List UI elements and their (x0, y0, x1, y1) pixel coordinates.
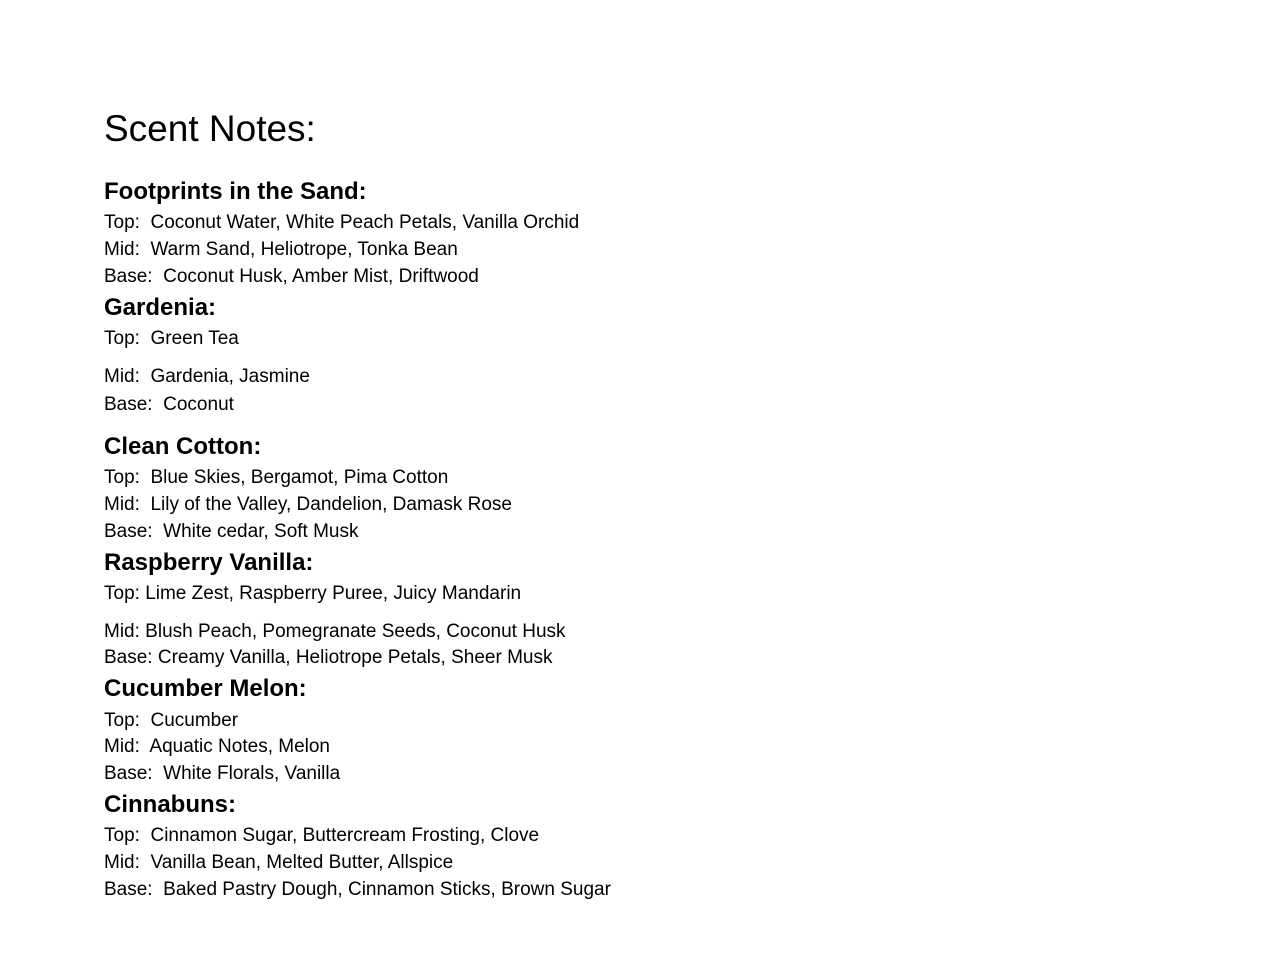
scent-note-top: Top: Blue Skies, Bergamot, Pima Cotton (104, 467, 449, 488)
scent-note-top: Top: Green Tea (104, 328, 239, 349)
scent-note-top: Top: Lime Zest, Raspberry Puree, Juicy Mandarin (104, 583, 522, 604)
scent-heading-cucumber-melon: Cucumber Melon: (104, 675, 307, 702)
scent-note-base: Base: Coconut (104, 394, 234, 415)
scent-heading-clean-cotton: Clean Cotton: (104, 433, 262, 460)
scent-note-base: Base: Baked Pastry Dough, Cinnamon Sticks, Brown Sugar (104, 879, 611, 900)
scent-heading-raspberry-vanilla: Raspberry Vanilla: (104, 549, 314, 576)
scent-note-mid: Mid: Gardenia, Jasmine (104, 366, 310, 387)
scent-note-base: Base: White Florals, Vanilla (104, 763, 341, 784)
scent-note-mid: Mid: Aquatic Notes, Melon (104, 736, 330, 757)
scent-note-mid: Mid: Blush Peach, Pomegranate Seeds, Coconut Husk (104, 621, 566, 642)
scent-note-top: Top: Cucumber (104, 710, 239, 731)
scent-heading-footprints-in-the-sand: Footprints in the Sand: (104, 178, 367, 205)
scent-note-mid: Mid: Warm Sand, Heliotrope, Tonka Bean (104, 239, 458, 260)
scent-heading-gardenia: Gardenia: (104, 294, 217, 321)
scent-note-mid: Mid: Lily of the Valley, Dandelion, Damask Rose (104, 494, 512, 515)
page-title: Scent Notes: (104, 108, 316, 149)
scent-note-base: Base: Coconut Husk, Amber Mist, Driftwood (104, 266, 479, 287)
scent-note-mid: Mid: Vanilla Bean, Melted Butter, Allspice (104, 852, 454, 873)
scent-note-base: Base: Creamy Vanilla, Heliotrope Petals, Sheer Musk (104, 647, 553, 668)
scent-note-top: Top: Coconut Water, White Peach Petals, Vanilla Orchid (104, 212, 580, 233)
scent-note-base: Base: White cedar, Soft Musk (104, 521, 359, 542)
scent-heading-cinnabuns: Cinnabuns: (104, 791, 236, 818)
scent-note-top: Top: Cinnamon Sugar, Buttercream Frosting, Clove (104, 825, 540, 846)
